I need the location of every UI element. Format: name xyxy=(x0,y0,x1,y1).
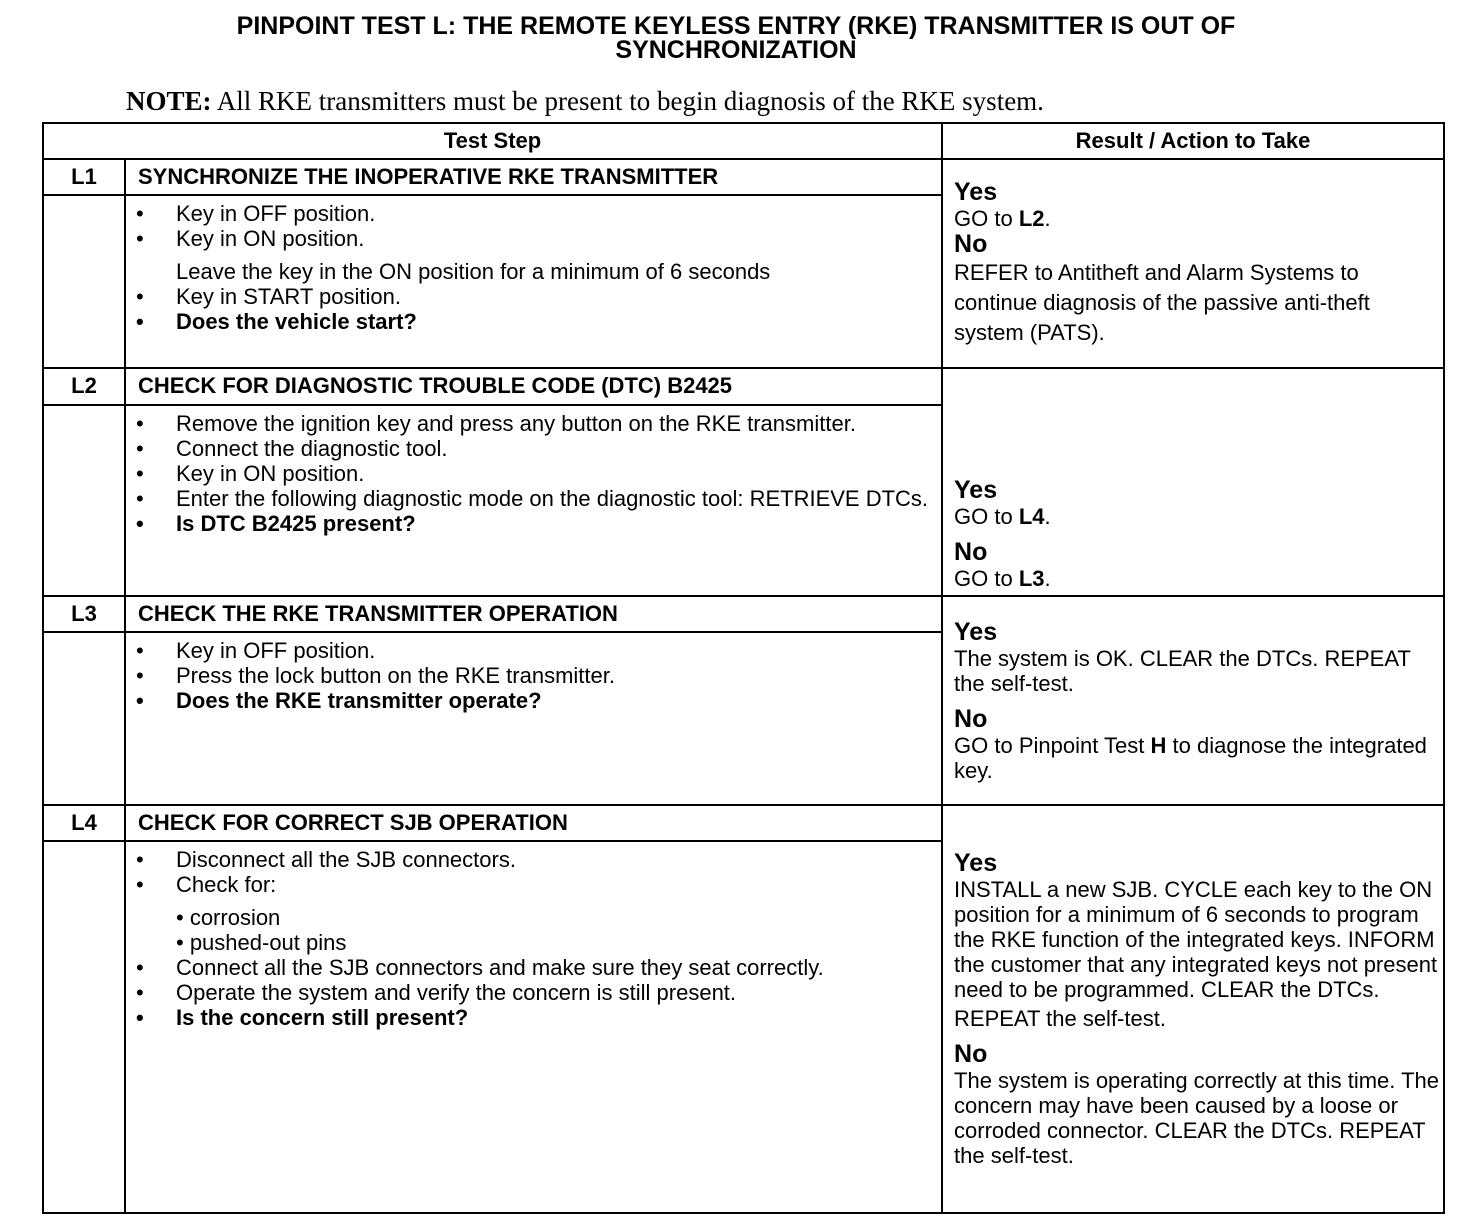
note-text: All RKE transmitters must be present to begin diagnosis of the RKE system. xyxy=(211,86,1044,116)
result-l3-no-post: to diagnose the integrated key. xyxy=(954,732,1427,783)
result-l2-yes-pre: GO to xyxy=(954,504,1019,529)
result-l1-yes-post: . xyxy=(1044,206,1051,231)
step-heading-l4: CHECK FOR CORRECT SJB OPERATION xyxy=(125,805,942,841)
result-l4-yes-action: INSTALL a new SJB. CYCLE each key to the ON position for a minimum of 6 seconds to program the RKE function of the integrated keys. INFORM the customer that any integrated keys not present need to be programmed. CLEAR the DTCs. xyxy=(954,877,1438,1002)
step-id-l3: L3 xyxy=(43,596,125,632)
result-l4 xyxy=(942,805,1444,1213)
step-id-l1: L1 xyxy=(43,159,125,195)
step-l1-item-3: • Key in START position. xyxy=(126,284,933,309)
step-l1-question: • Does the vehicle start? xyxy=(126,309,933,334)
result-l3-no-label: No xyxy=(954,704,988,733)
result-l3-no-step: H xyxy=(1150,732,1167,758)
step-heading-l3: CHECK THE RKE TRANSMITTER OPERATION xyxy=(125,596,942,632)
step-l4-item-3: • Connect all the SJB connectors and make sure they seat correctly. xyxy=(126,955,933,980)
step-heading-l2: CHECK FOR DIAGNOSTIC TROUBLE CODE (DTC) B2425 xyxy=(125,368,942,405)
result-l1-no-action: REFER to Antitheft and Alarm Systems to continue diagnosis of the passive anti-theft system (PATS). xyxy=(954,260,1370,345)
step-l4-sublist xyxy=(126,905,933,955)
step-l4-sub-item-1: • corrosion xyxy=(176,905,281,930)
result-l4-yes-label: Yes xyxy=(954,849,998,877)
step-l3-item-1: • Key in OFF position. xyxy=(126,638,933,663)
step-l4-heading-row xyxy=(43,805,1444,841)
result-l2-no-step: L3 xyxy=(1018,566,1045,591)
result-l1-yes-label: Yes xyxy=(954,178,998,206)
step-id-l2: L2 xyxy=(43,368,125,405)
result-l2-no-action xyxy=(954,566,1439,591)
step-l3-heading-row xyxy=(43,596,1444,632)
result-l3 xyxy=(942,596,1444,805)
step-l4-blank xyxy=(43,841,125,1213)
title-line-2: SYNCHRONIZATION xyxy=(615,36,857,64)
step-l1-blank xyxy=(43,195,125,368)
result-l3-no-action xyxy=(954,733,1439,783)
step-l4-item-1: • Disconnect all the SJB connectors. xyxy=(126,847,933,872)
step-l4-question: • Is the concern still present? xyxy=(126,1005,933,1030)
result-l2 xyxy=(942,368,1444,596)
result-l4-no-label: No xyxy=(954,1040,988,1068)
step-l2-item-1: • Remove the ignition key and press any button on the RKE transmitter. xyxy=(126,411,933,436)
table-header-row xyxy=(43,123,1444,159)
step-l1-item-2: • Key in ON position. xyxy=(126,226,933,251)
step-l2-item-3: • Key in ON position. xyxy=(126,461,933,486)
step-l3-question: • Does the RKE transmitter operate? xyxy=(126,688,933,713)
result-l2-yes-step: L4 xyxy=(1018,504,1045,529)
step-l2-blank xyxy=(43,405,125,596)
result-l4-no-action: The system is operating correctly at this time. The concern may have been caused by a loose or corroded connector. CLEAR the DTCs. REPEAT the self-test. xyxy=(954,1068,1440,1168)
result-l1-yes-pre: GO to xyxy=(954,206,1019,231)
step-l2-body xyxy=(125,405,942,596)
step-l2-item-4: • Enter the following diagnostic mode on the diagnostic tool: RETRIEVE DTCs. xyxy=(126,486,933,511)
header-result-action: Result / Action to Take xyxy=(942,123,1444,159)
result-l2-yes-post: . xyxy=(1044,504,1051,529)
result-l2-yes-label: Yes xyxy=(954,476,998,504)
note xyxy=(126,86,1044,116)
result-l3-no-pre: GO to Pinpoint Test xyxy=(954,732,1151,758)
result-l2-no-post: . xyxy=(1044,566,1051,591)
result-l4-yes-action-2: REPEAT the self-test. xyxy=(954,1006,1166,1031)
header-test-step: Test Step xyxy=(43,123,942,159)
title-line-1: PINPOINT TEST L: THE REMOTE KEYLESS ENTRY (RKE) TRANSMITTER IS OUT OF xyxy=(236,12,1236,40)
step-l2-question: • Is DTC B2425 present? xyxy=(126,511,933,536)
step-l4-sub-item-2: • pushed-out pins xyxy=(176,930,347,955)
result-l3-yes-label: Yes xyxy=(954,617,998,646)
pinpoint-test-table xyxy=(42,122,1445,1214)
result-l1-no-label: No xyxy=(954,230,988,258)
step-l1-item-2-note: Leave the key in the ON position for a minimum of 6 seconds xyxy=(176,259,771,284)
step-l4-item-2: • Check for: xyxy=(126,872,933,897)
step-l2-item-2: • Connect the diagnostic tool. xyxy=(126,436,933,461)
step-l3-item-2: • Press the lock button on the RKE transmitter. xyxy=(126,663,933,688)
result-l1 xyxy=(942,159,1444,368)
page-title xyxy=(0,14,1472,62)
step-l4-item-4: • Operate the system and verify the concern is still present. xyxy=(126,980,933,1005)
result-l3-yes-action: The system is OK. CLEAR the DTCs. REPEAT the self-test. xyxy=(954,645,1411,696)
result-l1-yes-step: L2 xyxy=(1018,206,1045,231)
note-label: NOTE: xyxy=(126,86,212,116)
result-l2-yes-action xyxy=(954,504,1439,529)
step-l1-item-1: • Key in OFF position. xyxy=(126,201,933,226)
result-l2-no-label: No xyxy=(954,538,988,566)
step-l1-body xyxy=(125,195,942,368)
step-l4-body xyxy=(125,841,942,1213)
step-id-l4: L4 xyxy=(43,805,125,841)
step-heading-l1: SYNCHRONIZE THE INOPERATIVE RKE TRANSMITTER xyxy=(125,159,942,195)
step-l2-heading-row xyxy=(43,368,1444,405)
step-l1-heading-row xyxy=(43,159,1444,195)
step-l3-blank xyxy=(43,632,125,805)
step-l3-body xyxy=(125,632,942,805)
result-l2-no-pre: GO to xyxy=(954,566,1019,591)
result-l1-yes-action xyxy=(954,206,1439,231)
